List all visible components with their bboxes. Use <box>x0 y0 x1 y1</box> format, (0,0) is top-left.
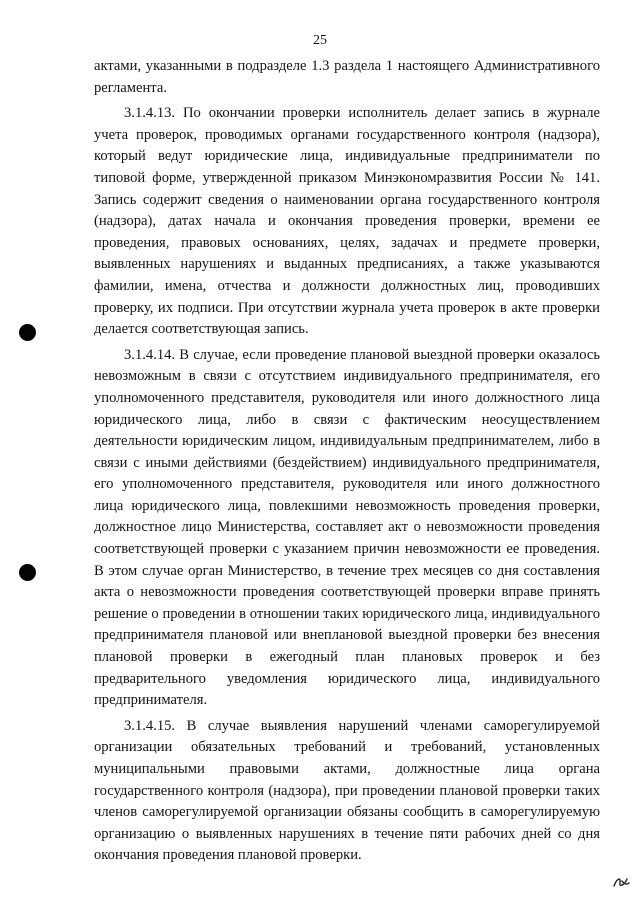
page-number: 25 <box>313 33 327 48</box>
paragraph-3-1-4-15: 3.1.4.15. В случае выявления нарушений членами саморегулируемой организации обязательных требований и требований, установленных муниципальными правовыми актами, должностные лица органа государственного контроля (надзора), при проведении плановой проверки таких членов саморегулируемой организации обязаны сообщить в саморегулируемую организацию о выявленных нарушениях в течение пяти рабочих дней со дня окончания проведения плановой проверки. <box>94 717 600 864</box>
paragraph-continuation: актами, указанными в подразделе 1.3 раздела 1 настоящего Административного регламента. <box>94 58 600 96</box>
paragraph-3-1-4-14: 3.1.4.14. В случае, если проведение плановой выездной проверки оказалось невозможным в связи с отсутствием индивидуального предпринимателя, его уполномоченного представителя, руководителя или иного должностного лица юридического лица, либо в связи с фактическим неосуществлением деятельности юридическим лицом, индивидуальным предпринимателем, либо в связи с иными действиями (бездействием) индивидуального предпринимателя, его уполномоченного представителя, руководителя или иного должностного лица юридического лица, повлекшими невозможность проведения проверки, должностное лицо Министерства, составляет акт о невозможности проведения соответствующей проверки с указанием причин невозможности ее проведения. В этом случае орган Министерство, в течение трех месяцев со дня составления акта о невозможности проведения соответствующей проверки вправе принять решение о проведении в отношении таких юридического лица, индивидуального предпринимателя плановой или внеплановой выездной проверки без внесения плановой проверки в ежегодный план плановых проверок и без предварительного уведомления юридического лица, индивидуального предпринимателя. <box>94 346 600 709</box>
handwritten-initial-mark <box>612 875 630 894</box>
paragraph-3-1-4-13: 3.1.4.13. По окончании проверки исполнитель делает запись в журнале учета проверок, проводимых органами государственного контроля (надзора), который ведут юридические лица, индивидуальные предприниматели по типовой форме, утвержденной приказом Минэкономразвития России № 141. Запись содержит сведения о наименовании органа государственного контроля (надзора), датах начала и окончания проведения проверки, времени ее проведения, правовых основаниях, целях, задачах и предмете проверки, выявленных нарушениях и выданных предписаниях, а также указываются фамилии, имена, отчества и должности должностных лиц, проводивших проверку, их подписи. При отсутствии журнала учета проверок в акте проверки делается соответствующая запись. <box>94 105 600 338</box>
punch-hole-mark-bottom <box>19 564 36 581</box>
punch-hole-mark-top <box>19 324 36 341</box>
document-body <box>94 56 600 867</box>
